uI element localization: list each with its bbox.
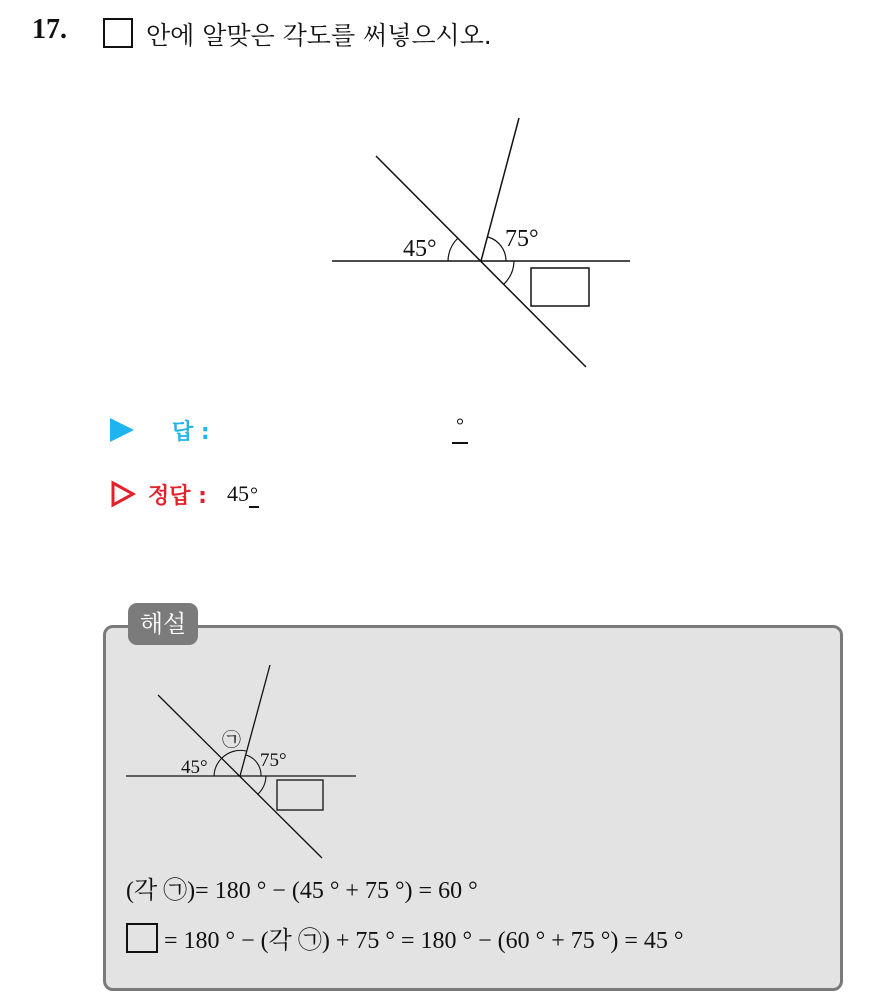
label-45: 45° xyxy=(403,236,437,262)
solution-arc-75 xyxy=(246,755,261,776)
solution-box-icon xyxy=(126,923,158,953)
solution-arc-top xyxy=(222,750,246,758)
solution-tab: 해설 xyxy=(128,603,198,645)
question-number: 17. xyxy=(32,14,67,45)
solution-line-1: (각 ㉠)= 180 ° − (45 ° + 75 °) = 60 ° xyxy=(126,878,478,904)
solution-arc-45 xyxy=(214,758,222,776)
label-75: 75° xyxy=(505,226,539,252)
correct-answer-label: 정답 : xyxy=(148,483,207,509)
solution-arc-blank xyxy=(258,776,266,794)
correct-value-number: 45 xyxy=(226,480,249,506)
solution-label-75: 75° xyxy=(260,750,287,771)
question-text: 안에 알맞은 각도를 써넣으시오. xyxy=(146,21,492,50)
solution-line-2 xyxy=(126,920,684,955)
answer-input-unit[interactable]: ° xyxy=(452,412,468,444)
solution-marker: ㉠ xyxy=(222,730,242,751)
solution-blank-box xyxy=(277,780,323,810)
correct-value-unit: ° xyxy=(249,483,258,506)
answer-label: 답 : xyxy=(172,419,210,445)
solution-label-45: 45° xyxy=(181,757,208,778)
solution-line-2-text: = 180 ° − (각 ㉠) + 75 ° = 180 ° − (60 ° + 75 °) = 45 ° xyxy=(164,928,684,954)
